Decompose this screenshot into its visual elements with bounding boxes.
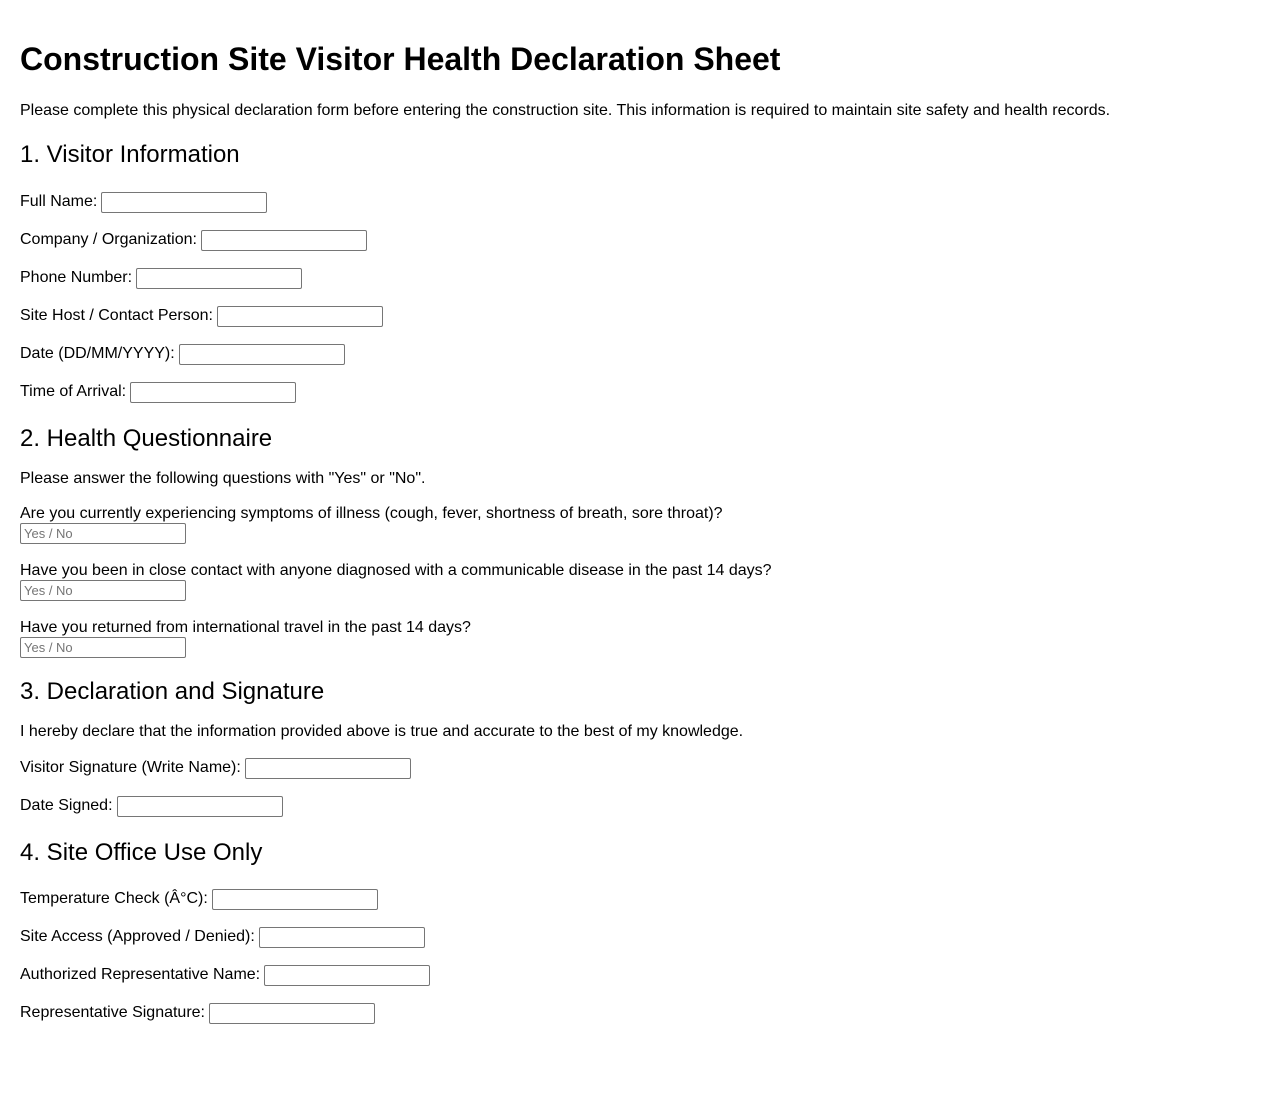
full-name-input[interactable] [101, 192, 267, 213]
section-heading-health-questionnaire: 2. Health Questionnaire [20, 425, 273, 452]
site-host-label: Site Host / Contact Person: [20, 307, 213, 324]
phone-row [20, 267, 1242, 289]
temperature-label: Temperature Check (Â°C): [20, 890, 208, 907]
representative-signature-input[interactable] [209, 1003, 375, 1024]
site-host-row [20, 305, 1242, 327]
arrival-time-label: Time of Arrival: [20, 383, 127, 400]
phone-label: Phone Number: [20, 269, 133, 286]
question-travel [20, 619, 1242, 658]
arrival-time-input[interactable] [130, 382, 296, 403]
company-label: Company / Organization: [20, 231, 197, 248]
site-access-label: Site Access (Approved / Denied): [20, 928, 255, 945]
question-symptoms [20, 505, 1242, 544]
full-name-label: Full Name: [20, 193, 98, 210]
question-contact-text: Have you been in close contact with anyone diagnosed with a communicable disease in the past 14 days? [20, 562, 772, 579]
question-contact [20, 562, 1242, 601]
representative-name-row [20, 964, 1242, 986]
date-signed-label: Date Signed: [20, 797, 113, 814]
visitor-signature-label: Visitor Signature (Write Name): [20, 759, 241, 776]
intro-text: Please complete this physical declaration form before entering the construction site. This information is required to maintain site safety and health records. [20, 102, 1111, 119]
page-title: Construction Site Visitor Health Declaration Sheet [20, 41, 781, 77]
visitor-signature-row [20, 757, 1242, 779]
date-signed-row [20, 795, 1242, 817]
site-access-row [20, 926, 1242, 948]
visitor-signature-input[interactable] [245, 758, 411, 779]
date-label: Date (DD/MM/YYYY): [20, 345, 175, 362]
representative-name-label: Authorized Representative Name: [20, 966, 261, 983]
question-symptoms-text: Are you currently experiencing symptoms of illness (cough, fever, shortness of breath, sore throat)? [20, 505, 723, 522]
representative-signature-label: Representative Signature: [20, 1004, 205, 1021]
company-input[interactable] [201, 230, 367, 251]
company-row [20, 229, 1242, 251]
site-access-input[interactable] [259, 927, 425, 948]
date-signed-input[interactable] [117, 796, 283, 817]
declaration-statement: I hereby declare that the information provided above is true and accurate to the best of my knowledge. [20, 723, 744, 740]
phone-input[interactable] [136, 268, 302, 289]
question-contact-input[interactable] [20, 580, 186, 601]
temperature-row [20, 888, 1242, 910]
representative-name-input[interactable] [264, 965, 430, 986]
representative-signature-row [20, 1002, 1242, 1024]
site-host-input[interactable] [217, 306, 383, 327]
date-row [20, 343, 1242, 365]
section-heading-site-office: 4. Site Office Use Only [20, 839, 263, 866]
arrival-time-row [20, 381, 1242, 403]
section-heading-visitor-info: 1. Visitor Information [20, 141, 240, 168]
question-symptoms-input[interactable] [20, 523, 186, 544]
question-travel-text: Have you returned from international travel in the past 14 days? [20, 619, 471, 636]
question-travel-input[interactable] [20, 637, 186, 658]
temperature-input[interactable] [212, 889, 378, 910]
questionnaire-instructions: Please answer the following questions with "Yes" or "No". [20, 470, 426, 487]
section-heading-declaration: 3. Declaration and Signature [20, 678, 325, 705]
full-name-row [20, 191, 1242, 213]
date-input[interactable] [179, 344, 345, 365]
